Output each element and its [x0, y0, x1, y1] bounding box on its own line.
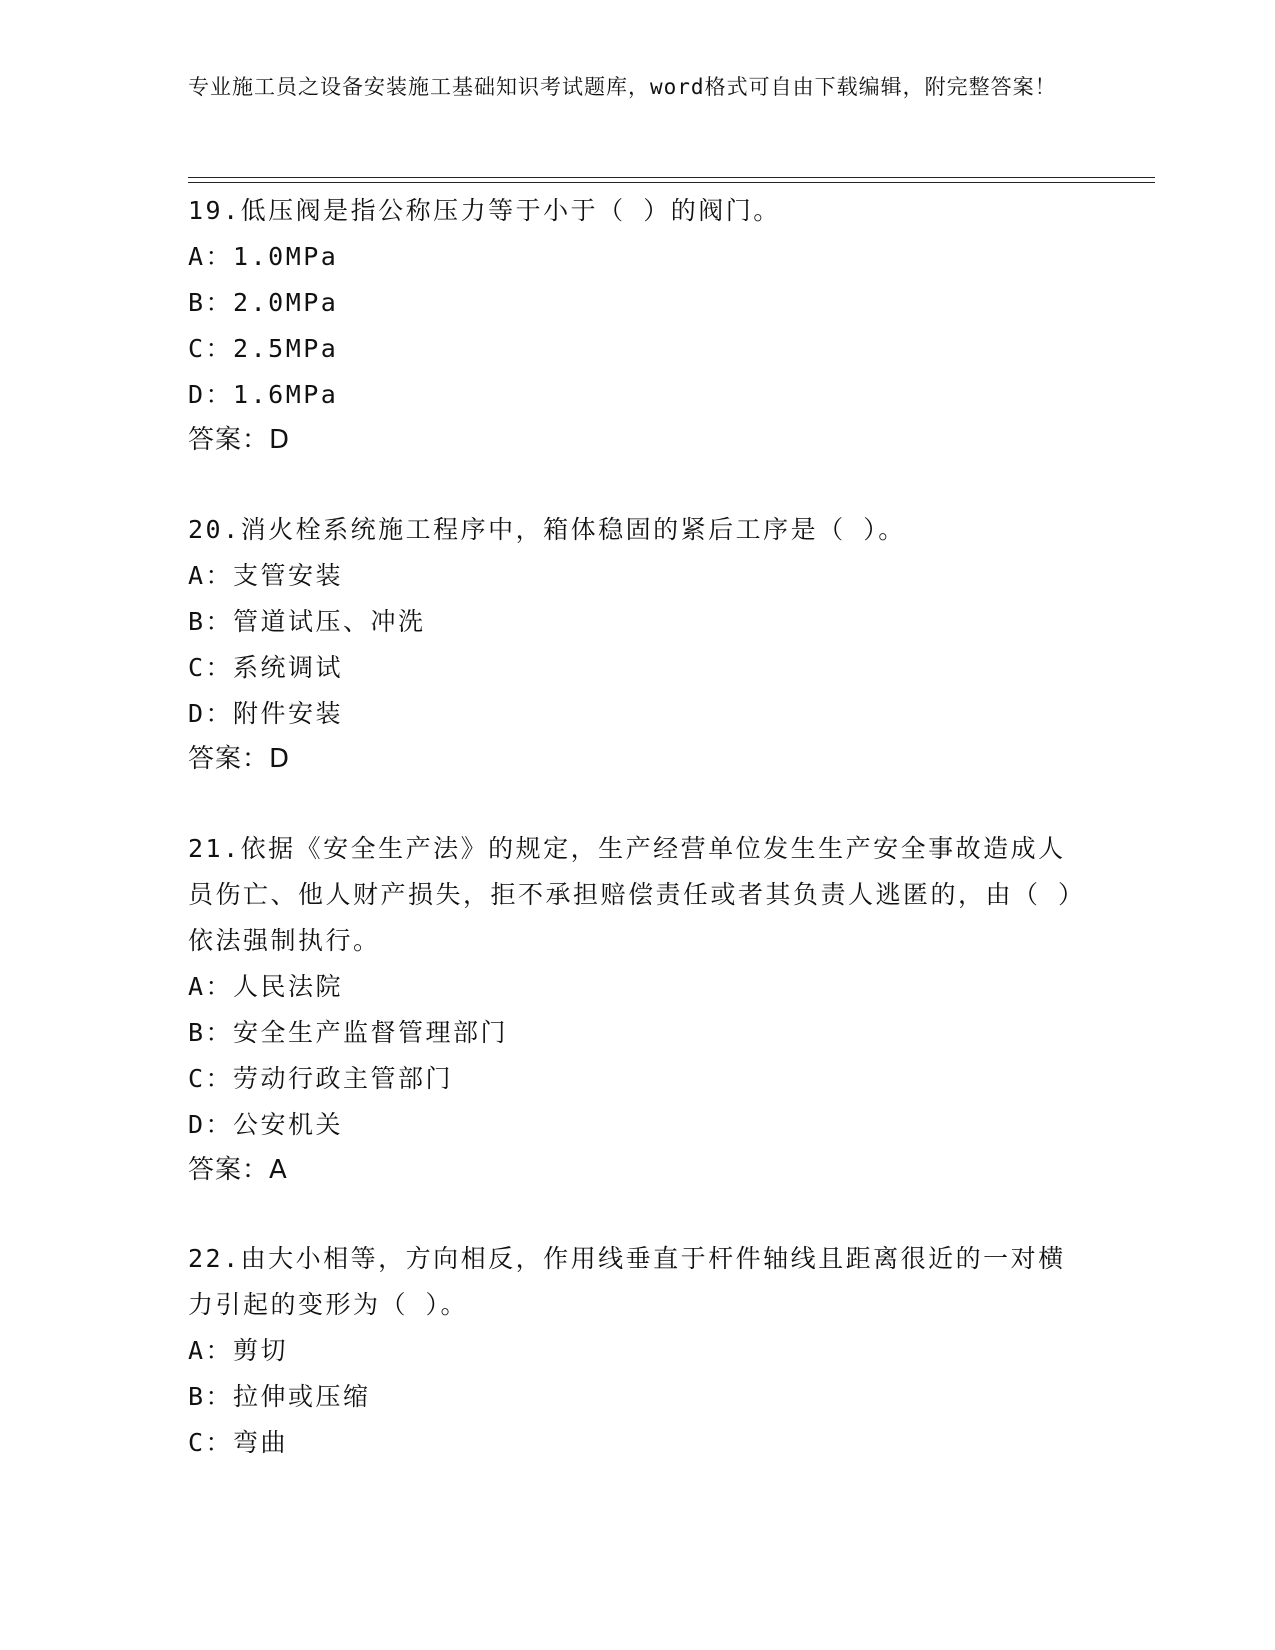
option-c: C：2.5MPa — [188, 334, 339, 363]
option-c: C：劳动行政主管部门 — [188, 1064, 454, 1093]
option-d: D：1.6MPa — [188, 380, 339, 409]
answer-line: 答案：D — [188, 425, 291, 455]
option-b: B：2.0MPa — [188, 288, 339, 317]
option-d: D：公安机关 — [188, 1110, 344, 1139]
option-a: A：剪切 — [188, 1336, 289, 1365]
header-divider-top — [188, 177, 1155, 178]
option-c: C：弯曲 — [188, 1428, 289, 1457]
answer-line: 答案：A — [188, 1155, 288, 1185]
question-stem: 22.由大小相等，方向相反，作用线垂直于杆件轴线且距离很近的一对横力引起的变形为（ ）。 — [188, 1244, 1066, 1319]
question-22 — [188, 1236, 1088, 1466]
header-divider-bottom — [188, 182, 1155, 183]
answer-line: 答案：D — [188, 744, 291, 774]
option-b: B：安全生产监督管理部门 — [188, 1018, 509, 1047]
option-b: B：拉伸或压缩 — [188, 1382, 371, 1411]
question-21 — [188, 826, 1088, 1192]
question-stem: 20.消火栓系统施工程序中，箱体稳固的紧后工序是（ ）。 — [188, 515, 906, 544]
option-a: A：1.0MPa — [188, 242, 339, 271]
option-a: A：人民法院 — [188, 972, 344, 1001]
document-header: 专业施工员之设备安装施工基础知识考试题库，word格式可自由下载编辑，附完整答案！ — [188, 75, 1057, 99]
option-d: D：附件安装 — [188, 699, 344, 728]
question-stem: 19.低压阀是指公称压力等于小于（ ）的阀门。 — [188, 196, 781, 225]
option-b: B：管道试压、冲洗 — [188, 607, 426, 636]
option-a: A：支管安装 — [188, 561, 344, 590]
option-c: C：系统调试 — [188, 653, 344, 682]
question-19 — [188, 188, 1088, 462]
question-stem: 21.依据《安全生产法》的规定，生产经营单位发生生产安全事故造成人员伤亡、他人财产损失，拒不承担赔偿责任或者其负责人逃匿的，由（ ）依法强制执行。 — [188, 834, 1086, 955]
question-20 — [188, 507, 1088, 781]
